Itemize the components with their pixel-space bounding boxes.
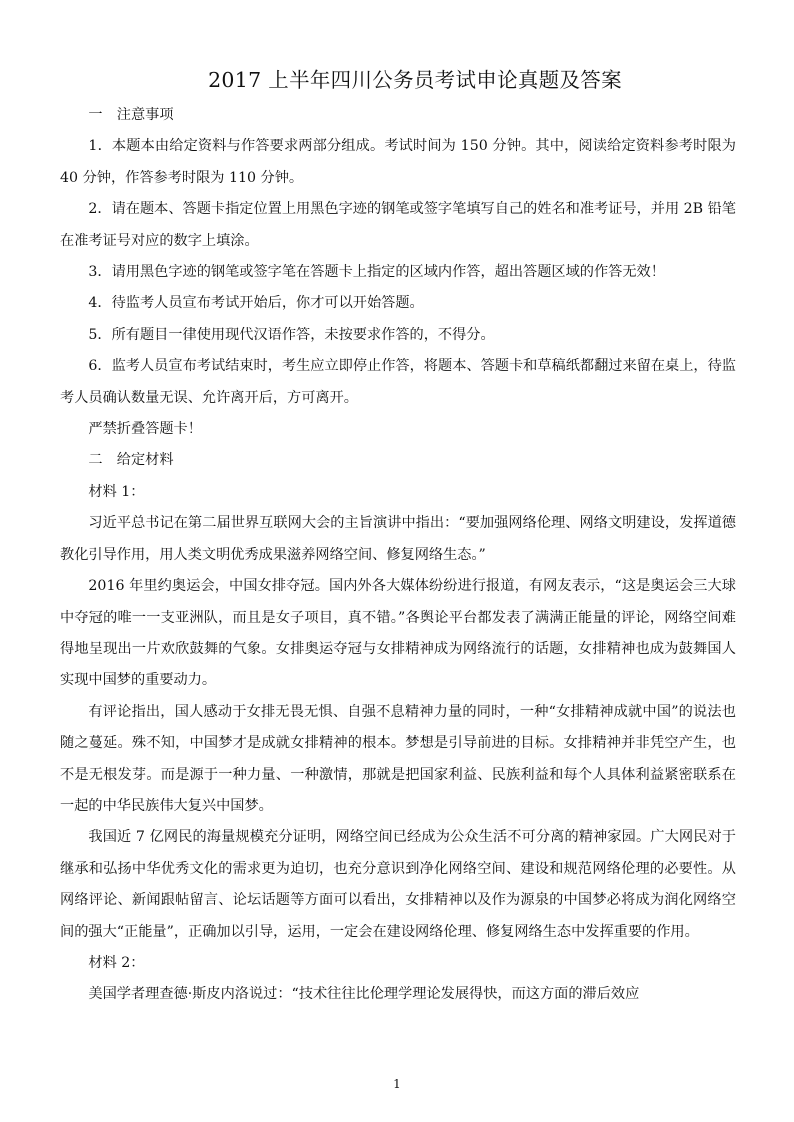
document-body — [60, 100, 736, 1011]
page-number: 1 — [393, 1077, 401, 1091]
note-item-2: 2．请在题本、答题卡指定位置上用黑色字迹的钢笔或签字笔填写自己的姓名和准考证号，并用 2B 铅笔在准考证号对应的数字上填涂。 — [60, 201, 736, 249]
material-1-paragraph: 2016 年里约奥运会，中国女排夺冠。国内外各大媒体纷纷进行报道，有网友表示，“这是奥运会三大球中夺冠的唯一一支亚洲队，而且是女子项目，真不错。”各舆论平台都发表了满满正能量的评论，网络空间难得地呈现出一片欢欣鼓舞的气象。女排奥运夺冠与女排精神成为网络流行的话题，女排精神也成为鼓舞国人实现中国梦的重要动力。 — [60, 578, 736, 689]
material-1-paragraph: 习近平总书记在第二届世界互联网大会的主旨演讲中指出：“要加强网络伦理、网络文明建设，发挥道德教化引导作用，用人类文明优秀成果滋养网络空间、修复网络生态。” — [60, 515, 736, 563]
material-1-paragraph: 有评论指出，国人感动于女排无畏无惧、自强不息精神力量的同时，一种“女排精神成就中国”的说法也随之蔓延。殊不知，中国梦才是成就女排精神的根本。梦想是引导前进的目标。女排精神并非凭空产生，也不是无根发芽。而是源于一种力量、一种激情，那就是把国家利益、民族利益和每个人具体利益紧密联系在一起的中华民族伟大复兴中国梦。 — [60, 703, 736, 814]
note-item-3: 3．请用黑色字迹的钢笔或签字笔在答题卡上指定的区域内作答，超出答题区域的作答无效！ — [88, 264, 665, 281]
note-item-5: 5．所有题目一律使用现代汉语作答，未按要求作答的，不得分。 — [88, 326, 495, 343]
section-heading-notes: 一 注意事项 — [88, 107, 174, 123]
document-title: 2017 上半年四川公务员考试申论真题及答案 — [208, 68, 622, 92]
material-2-label: 材料 2： — [88, 954, 145, 971]
note-item-1: 1．本题本由给定资料与作答要求两部分组成。考试时间为 150 分钟。其中，阅读给定资料参考时限为 40 分钟，作答参考时限为 110 分钟。 — [60, 138, 736, 186]
material-1-label: 材料 1： — [88, 483, 145, 500]
note-item-6: 6．监考人员宣布考试结束时，考生应立即停止作答，将题本、答题卡和草稿纸都翻过来留在桌上，待监考人员确认数量无误、允许离开后，方可离开。 — [60, 358, 736, 406]
no-folding-warning: 严禁折叠答题卡！ — [88, 421, 202, 438]
note-item-4: 4．待监考人员宣布考试开始后，你才可以开始答题。 — [88, 295, 424, 312]
material-1-paragraph: 我国近 7 亿网民的海量规模充分证明，网络空间已经成为公众生活不可分离的精神家园。广大网民对于继承和弘扬中华优秀文化的需求更为迫切，也充分意识到净化网络空间、建设和规范网络伦理的必要性。从网络评论、新闻跟帖留言、论坛话题等方面可以看出，女排精神以及作为源泉的中国梦必将成为润化网络空间的强大“正能量”，正确加以引导，运用，一定会在建设网络伦理、修复网络生态中发挥重要的作用。 — [60, 829, 736, 940]
section-heading-materials: 二 给定材料 — [88, 452, 174, 469]
material-2-paragraph: 美国学者理查德·斯皮内洛说过：“技术往往比伦理学理论发展得快，而这方面的滞后效应 — [88, 986, 640, 1003]
